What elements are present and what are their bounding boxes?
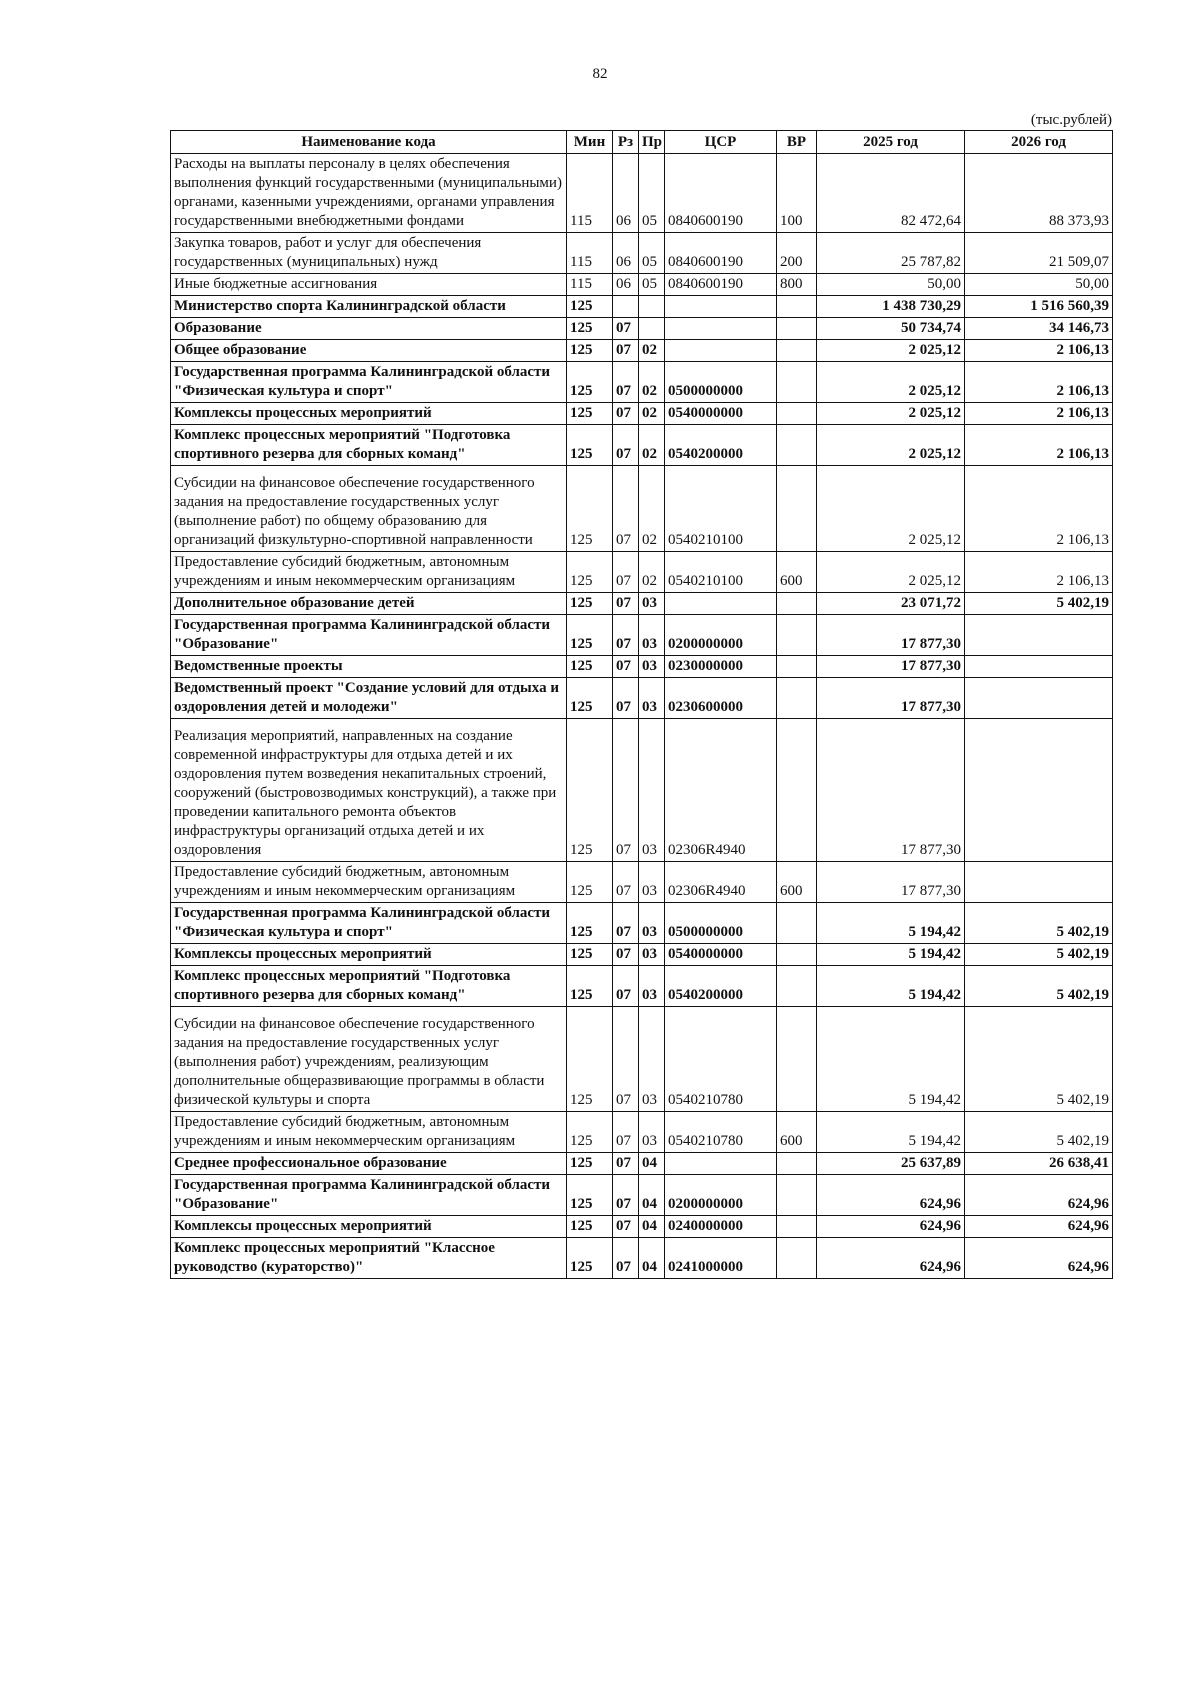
table-row [171,615,1113,656]
header-row [171,131,1113,154]
table-row [171,1238,1113,1279]
cell-vr [777,1216,817,1238]
cell-2026: 2 106,13 [965,466,1113,552]
cell-csr: 0840600190 [665,233,777,274]
cell-rz: 07 [613,615,639,656]
cell-2026: 2 106,13 [965,340,1113,362]
cell-name: Комплексы процессных мероприятий [171,1216,567,1238]
table-row [171,403,1113,425]
cell-2026: 50,00 [965,274,1113,296]
cell-pr: 02 [639,466,665,552]
cell-name: Государственная программа Калининградской области "Физическая культура и спорт" [171,903,567,944]
cell-rz: 06 [613,274,639,296]
cell-2025: 624,96 [817,1175,965,1216]
cell-2025: 2 025,12 [817,362,965,403]
cell-csr [665,593,777,615]
table-row [171,362,1113,403]
cell-vr [777,1238,817,1279]
cell-2025: 23 071,72 [817,593,965,615]
cell-pr: 03 [639,944,665,966]
cell-rz: 06 [613,233,639,274]
cell-2026: 2 106,13 [965,425,1113,466]
header-2026: 2026 год [965,131,1113,154]
cell-2025: 1 438 730,29 [817,296,965,318]
cell-vr [777,615,817,656]
cell-pr: 03 [639,1007,665,1112]
cell-vr [777,362,817,403]
cell-min: 125 [567,593,613,615]
cell-csr: 0540000000 [665,944,777,966]
cell-name: Иные бюджетные ассигнования [171,274,567,296]
table-body [171,154,1113,1279]
cell-2026: 5 402,19 [965,903,1113,944]
cell-pr: 03 [639,593,665,615]
cell-vr [777,318,817,340]
cell-vr: 200 [777,233,817,274]
cell-rz: 07 [613,593,639,615]
cell-name: Дополнительное образование детей [171,593,567,615]
header-vr: ВР [777,131,817,154]
cell-csr: 0540200000 [665,425,777,466]
header-2025: 2025 год [817,131,965,154]
cell-2025: 5 194,42 [817,1112,965,1153]
cell-csr: 0840600190 [665,154,777,233]
cell-2025: 17 877,30 [817,678,965,719]
table-header [171,131,1113,154]
cell-rz [613,296,639,318]
cell-2026 [965,615,1113,656]
cell-rz: 07 [613,1112,639,1153]
cell-name: Государственная программа Калининградской области "Образование" [171,615,567,656]
cell-pr: 02 [639,403,665,425]
cell-2025: 2 025,12 [817,403,965,425]
cell-2025: 82 472,64 [817,154,965,233]
cell-2025: 624,96 [817,1216,965,1238]
cell-min: 125 [567,403,613,425]
cell-min: 115 [567,233,613,274]
cell-min: 115 [567,154,613,233]
table-row [171,966,1113,1007]
cell-vr [777,593,817,615]
cell-name: Закупка товаров, работ и услуг для обеспечения государственных (муниципальных) нужд [171,233,567,274]
cell-pr: 04 [639,1175,665,1216]
cell-2026: 2 106,13 [965,552,1113,593]
table-row [171,1175,1113,1216]
cell-pr: 03 [639,966,665,1007]
cell-rz: 07 [613,1153,639,1175]
cell-csr: 0200000000 [665,1175,777,1216]
cell-2026 [965,719,1113,862]
cell-2026: 2 106,13 [965,362,1113,403]
cell-2025: 25 637,89 [817,1153,965,1175]
cell-min: 125 [567,552,613,593]
cell-name: Государственная программа Калининградской области "Физическая культура и спорт" [171,362,567,403]
cell-2026: 5 402,19 [965,944,1113,966]
cell-csr: 0500000000 [665,362,777,403]
cell-name: Образование [171,318,567,340]
cell-vr: 600 [777,862,817,903]
cell-rz: 07 [613,340,639,362]
cell-2026: 5 402,19 [965,1112,1113,1153]
cell-name: Комплекс процессных мероприятий "Подготовка спортивного резерва для сборных команд" [171,425,567,466]
cell-min: 125 [567,1007,613,1112]
cell-2026: 2 106,13 [965,403,1113,425]
cell-name: Ведомственный проект "Создание условий для отдыха и оздоровления детей и молодежи" [171,678,567,719]
cell-pr: 04 [639,1153,665,1175]
cell-vr [777,425,817,466]
cell-vr [777,678,817,719]
cell-csr [665,1153,777,1175]
cell-rz: 07 [613,678,639,719]
cell-pr: 03 [639,1112,665,1153]
cell-csr: 0230000000 [665,656,777,678]
cell-2025: 2 025,12 [817,466,965,552]
cell-rz: 07 [613,552,639,593]
cell-pr: 02 [639,340,665,362]
cell-rz: 07 [613,362,639,403]
cell-vr: 600 [777,1112,817,1153]
cell-min: 125 [567,903,613,944]
table-row [171,1112,1113,1153]
table-row [171,154,1113,233]
cell-csr: 0540000000 [665,403,777,425]
cell-pr: 04 [639,1238,665,1279]
cell-csr: 0241000000 [665,1238,777,1279]
cell-min: 125 [567,719,613,862]
cell-pr [639,296,665,318]
cell-2025: 17 877,30 [817,615,965,656]
cell-min: 125 [567,1153,613,1175]
cell-2025: 2 025,12 [817,340,965,362]
table-row [171,274,1113,296]
cell-vr [777,1175,817,1216]
cell-name: Расходы на выплаты персоналу в целях обеспечения выполнения функций государственными (муниципальными) органами, казенными учреждениями, органами управления государственными внебюджетными фондами [171,154,567,233]
table-row [171,1007,1113,1112]
table-row [171,862,1113,903]
cell-csr: 0840600190 [665,274,777,296]
cell-rz: 07 [613,1175,639,1216]
cell-csr [665,296,777,318]
cell-csr [665,340,777,362]
table-row [171,552,1113,593]
cell-name: Ведомственные проекты [171,656,567,678]
cell-min: 125 [567,944,613,966]
cell-csr: 0540200000 [665,966,777,1007]
cell-2025: 17 877,30 [817,656,965,678]
cell-name: Предоставление субсидий бюджетным, автономным учреждениям и иным некоммерческим организациям [171,1112,567,1153]
cell-pr: 03 [639,656,665,678]
cell-name: Комплекс процессных мероприятий "Классное руководство (кураторство)" [171,1238,567,1279]
cell-2025: 50 734,74 [817,318,965,340]
cell-csr: 0540210100 [665,552,777,593]
cell-pr: 03 [639,903,665,944]
table-row [171,944,1113,966]
cell-vr [777,719,817,862]
table-row [171,425,1113,466]
cell-2026: 21 509,07 [965,233,1113,274]
cell-rz: 07 [613,466,639,552]
cell-2026: 5 402,19 [965,593,1113,615]
cell-vr [777,296,817,318]
cell-2025: 5 194,42 [817,966,965,1007]
cell-csr: 0240000000 [665,1216,777,1238]
cell-name: Комплекс процессных мероприятий "Подготовка спортивного резерва для сборных команд" [171,966,567,1007]
cell-min: 125 [567,340,613,362]
cell-vr [777,966,817,1007]
cell-min: 125 [567,678,613,719]
cell-name: Среднее профессиональное образование [171,1153,567,1175]
header-csr: ЦСР [665,131,777,154]
table-row [171,593,1113,615]
cell-pr: 03 [639,615,665,656]
header-name: Наименование кода [171,131,567,154]
table-row [171,678,1113,719]
table-row [171,340,1113,362]
cell-2025: 17 877,30 [817,719,965,862]
cell-pr: 02 [639,552,665,593]
cell-name: Субсидии на финансовое обеспечение государственного задания на предоставление государственных услуг (выполнение работ) по общему образованию для организаций физкультурно-спортивной направленности [171,466,567,552]
cell-min: 125 [567,1238,613,1279]
cell-csr [665,318,777,340]
cell-2026 [965,656,1113,678]
cell-pr: 02 [639,362,665,403]
cell-pr: 05 [639,274,665,296]
cell-rz: 07 [613,403,639,425]
cell-pr: 03 [639,862,665,903]
cell-2026: 88 373,93 [965,154,1113,233]
budget-table [170,130,1113,1279]
cell-csr: 02306R4940 [665,862,777,903]
cell-2025: 5 194,42 [817,1007,965,1112]
cell-rz: 07 [613,656,639,678]
cell-csr: 02306R4940 [665,719,777,862]
cell-min: 125 [567,318,613,340]
cell-vr [777,1153,817,1175]
cell-min: 125 [567,466,613,552]
table-row [171,318,1113,340]
cell-rz: 07 [613,1238,639,1279]
table-row [171,466,1113,552]
header-rz: Рз [613,131,639,154]
cell-2026 [965,678,1113,719]
cell-rz: 07 [613,318,639,340]
cell-vr [777,903,817,944]
cell-min: 125 [567,862,613,903]
cell-2026: 1 516 560,39 [965,296,1113,318]
cell-rz: 07 [613,862,639,903]
cell-rz: 07 [613,719,639,862]
cell-2025: 2 025,12 [817,552,965,593]
cell-csr: 0200000000 [665,615,777,656]
cell-rz: 07 [613,903,639,944]
cell-2026: 624,96 [965,1175,1113,1216]
cell-min: 125 [567,656,613,678]
cell-pr: 03 [639,719,665,862]
cell-2025: 624,96 [817,1238,965,1279]
cell-2025: 5 194,42 [817,944,965,966]
header-pr: Пр [639,131,665,154]
cell-2026: 5 402,19 [965,1007,1113,1112]
cell-csr: 0230600000 [665,678,777,719]
cell-rz: 07 [613,966,639,1007]
cell-name: Предоставление субсидий бюджетным, автономным учреждениям и иным некоммерческим организациям [171,862,567,903]
cell-name: Государственная программа Калининградской области "Образование" [171,1175,567,1216]
cell-vr: 100 [777,154,817,233]
cell-min: 125 [567,1175,613,1216]
cell-csr: 0540210780 [665,1112,777,1153]
cell-rz: 07 [613,1216,639,1238]
cell-vr: 600 [777,552,817,593]
cell-vr [777,466,817,552]
cell-pr: 04 [639,1216,665,1238]
table-row [171,296,1113,318]
cell-2026 [965,862,1113,903]
cell-min: 125 [567,425,613,466]
cell-name: Общее образование [171,340,567,362]
cell-vr: 800 [777,274,817,296]
cell-vr [777,403,817,425]
cell-rz: 07 [613,1007,639,1112]
cell-name: Комплексы процессных мероприятий [171,403,567,425]
cell-name: Комплексы процессных мероприятий [171,944,567,966]
cell-csr: 0540210780 [665,1007,777,1112]
cell-2025: 25 787,82 [817,233,965,274]
cell-2025: 50,00 [817,274,965,296]
cell-2026: 624,96 [965,1216,1113,1238]
cell-2025: 5 194,42 [817,903,965,944]
table-row [171,903,1113,944]
cell-vr [777,944,817,966]
cell-pr [639,318,665,340]
page-number: 82 [592,66,608,82]
cell-csr: 0500000000 [665,903,777,944]
cell-rz: 07 [613,425,639,466]
cell-vr [777,656,817,678]
cell-min: 125 [567,1216,613,1238]
cell-vr [777,1007,817,1112]
cell-csr: 0540210100 [665,466,777,552]
cell-pr: 05 [639,154,665,233]
cell-name: Реализация мероприятий, направленных на создание современной инфраструктуры для отдыха детей и их оздоровления путем возведения некапитальных строений, сооружений (быстровозводимых конструкций), а также при проведении капитального ремонта объектов инфраструктуры организаций отдыха детей и их оздоровления [171,719,567,862]
cell-2026: 26 638,41 [965,1153,1113,1175]
cell-2026: 34 146,73 [965,318,1113,340]
cell-2026: 624,96 [965,1238,1113,1279]
table-row [171,1216,1113,1238]
cell-min: 115 [567,274,613,296]
cell-min: 125 [567,362,613,403]
cell-min: 125 [567,296,613,318]
cell-rz: 06 [613,154,639,233]
cell-pr: 02 [639,425,665,466]
cell-min: 125 [567,1112,613,1153]
cell-min: 125 [567,966,613,1007]
cell-pr: 05 [639,233,665,274]
cell-name: Субсидии на финансовое обеспечение государственного задания на предоставление государственных услуг (выполнения работ) учреждениям, реализующим дополнительные общеразвивающие программы в области физической культуры и спорта [171,1007,567,1112]
cell-name: Министерство спорта Калининградской области [171,296,567,318]
table-row [171,656,1113,678]
table-row [171,719,1113,862]
cell-2025: 17 877,30 [817,862,965,903]
table-row [171,233,1113,274]
cell-2026: 5 402,19 [965,966,1113,1007]
cell-rz: 07 [613,944,639,966]
cell-min: 125 [567,615,613,656]
cell-vr [777,340,817,362]
cell-name: Предоставление субсидий бюджетным, автономным учреждениям и иным некоммерческим организациям [171,552,567,593]
header-min: Мин [567,131,613,154]
table-row [171,1153,1113,1175]
cell-pr: 03 [639,678,665,719]
units-label: (тыс.рублей) [1030,112,1112,128]
cell-2025: 2 025,12 [817,425,965,466]
